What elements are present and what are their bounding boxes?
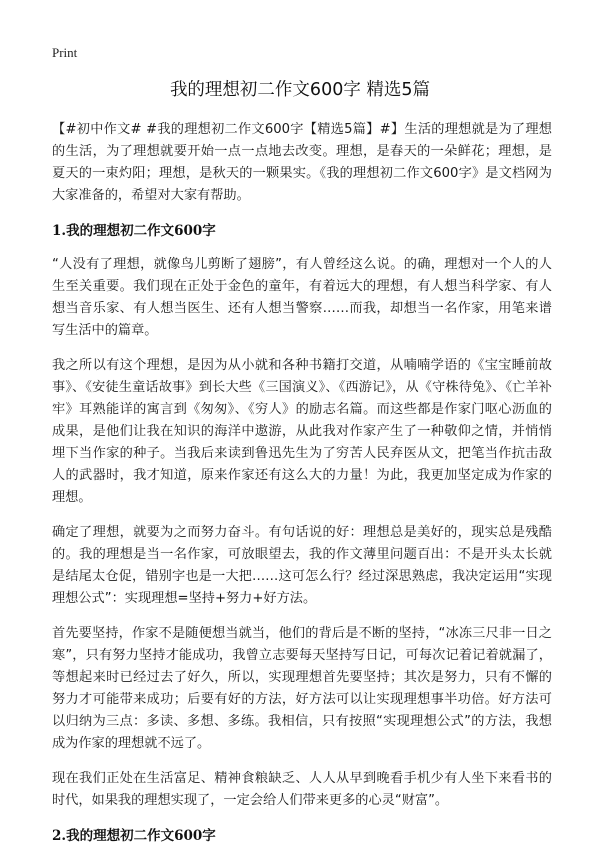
section-heading-1: 1.我的理想初二作文600字: [52, 223, 216, 239]
article-body: [52, 119, 552, 859]
page-title: 我的理想初二作文600字 精选5篇: [169, 80, 431, 100]
intro-paragraph: 【#初中作文# #我的理想初二作文600字【精选5篇】#】生活的理想就是为了理想的生活，为了理想就要开始一点一点地去改变。理想，是春天的一朵鲜花；理想，是夏天的一束灼阳；理想，是秋天的一颗果实。《我的理想初二作文600字》是文档网为大家准备的，希望对大家有帮助。: [52, 122, 552, 203]
section-1-paragraph-5: 现在我们正处在生活富足、精神食粮缺乏、人人从早到晚看手机少有人坐下来看书的时代，如果我的理想实现了，一定会给人们带来更多的心灵“财富”。: [52, 771, 552, 808]
section-1-paragraph-2: 我之所以有这个理想，是因为从小就和各种书籍打交道，从喃喃学语的《宝宝睡前故事》、《安徒生童话故事》到长大些《三国演义》、《西游记》，从《守株待兔》、《亡羊补牢》耳熟能详的寓言到《匆匆》、《穷人》的励志名篇。而这些都是作家门呕心沥血的成果，是他们让我在知识的海洋中遨游，从此我对作家产生了一种敬仰之情，并悄悄埋下当作家的种子。当我后来读到鲁迅先生为了穷苦人民弃医从文，把笔当作抗击敌人的武器时，我才知道，原来作家还有这么大的力量！为此，我更加坚定成为作家的理想。: [52, 358, 552, 505]
print-link[interactable]: Print: [52, 45, 78, 60]
section-heading-2: 2.我的理想初二作文600字: [52, 828, 216, 844]
section-1-paragraph-4: 首先要坚持，作家不是随便想当就当，他们的背后是不断的坚持，“冰冻三尺非一日之寒”，只有努力坚持才能成功，我曾立志要每天坚持写日记，可每次记着记着就漏了，等想起来时已经过去了好久，所以，实现理想首先要坚持；其次是努力，只有不懈的努力才可能带来成功；后要有好的方法，好方法可以让实现理想事半功倍。好方法可以归纳为三点：多读、多想、多练。我相信，只有按照“实现理想公式”的方法，我想成为作家的理想就不远了。: [52, 626, 552, 751]
section-1-paragraph-1: “人没有了理想，就像鸟儿剪断了翅膀”，有人曾经这么说。的确，理想对一个人的人生至关重要。我们现在正处于金色的童年，有着远大的理想，有人想当科学家、有人想当音乐家、有人想当医生、还有人想当警察……而我，却想当一名作家，用笔来谱写生活中的篇章。: [52, 257, 552, 338]
section-1-paragraph-3: 确定了理想，就要为之而努力奋斗。有句话说的好：理想总是美好的，现实总是残酷的。我的理想是当一名作家，可放眼望去，我的作文薄里问题百出：不是开头太长就是结尾太仓促，错别字也是一大把……这可怎么行？经过深思熟虑，我决定运用“实现理想公式”：实现理想=坚持+努力+好方法。: [52, 525, 552, 606]
